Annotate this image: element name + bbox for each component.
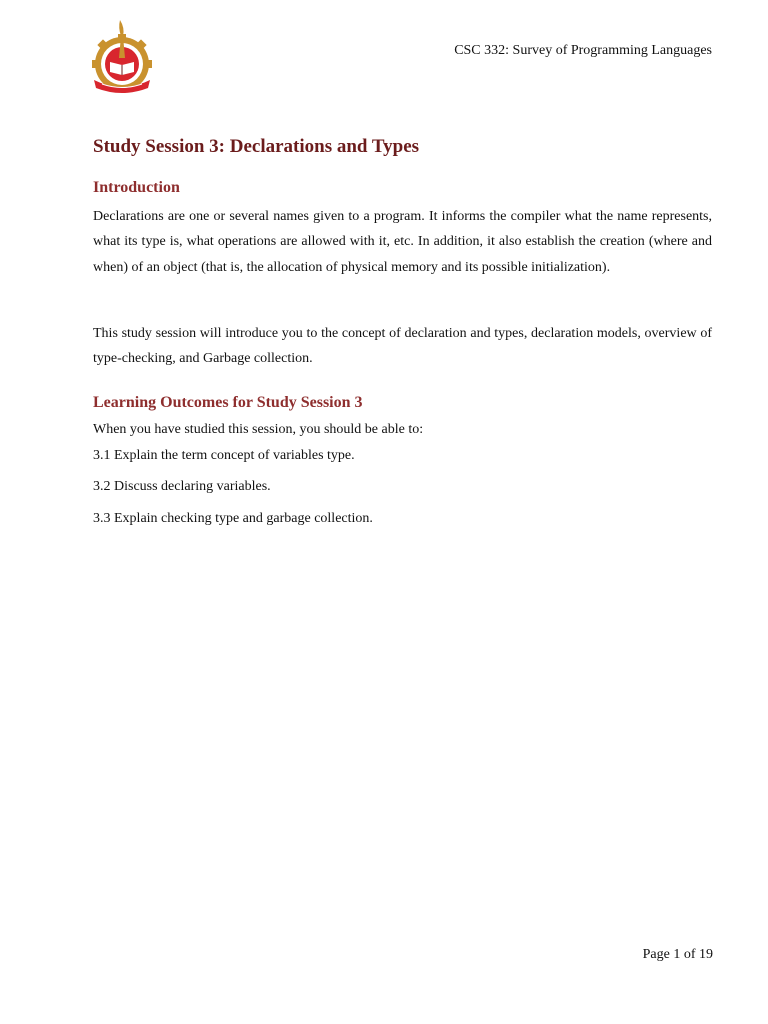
introduction-paragraph: Declarations are one or several names given to a program. It informs the compiler what the name represents, what its type is, what operations are allowed with it, etc. In addition, it also establish the creation (where and when) of an object (that is, the allocation of physical memory and its possible initialization). — [93, 209, 712, 275]
session-title: Study Session 3: Declarations and Types — [93, 136, 420, 157]
page-number: Page 1 of 19 — [642, 947, 713, 962]
introduction-paragraph: This study session will introduce you to the concept of declaration and types, declaration models, overview of type-checking, and Garbage collection. — [93, 326, 712, 367]
running-header-course: CSC 332: Survey of Programming Languages — [454, 43, 712, 58]
learning-outcome-item: 3.3 Explain checking type and garbage collection. — [93, 511, 373, 526]
learning-outcomes-lead: When you have studied this session, you should be able to: — [93, 422, 424, 437]
introduction-heading: Introduction — [93, 179, 180, 196]
learning-outcome-item: 3.2 Discuss declaring variables. — [93, 479, 271, 494]
learning-outcomes-heading: Learning Outcomes for Study Session 3 — [93, 394, 363, 411]
university-crest-icon — [90, 18, 154, 94]
learning-outcome-item: 3.1 Explain the term concept of variables type. — [93, 448, 355, 463]
